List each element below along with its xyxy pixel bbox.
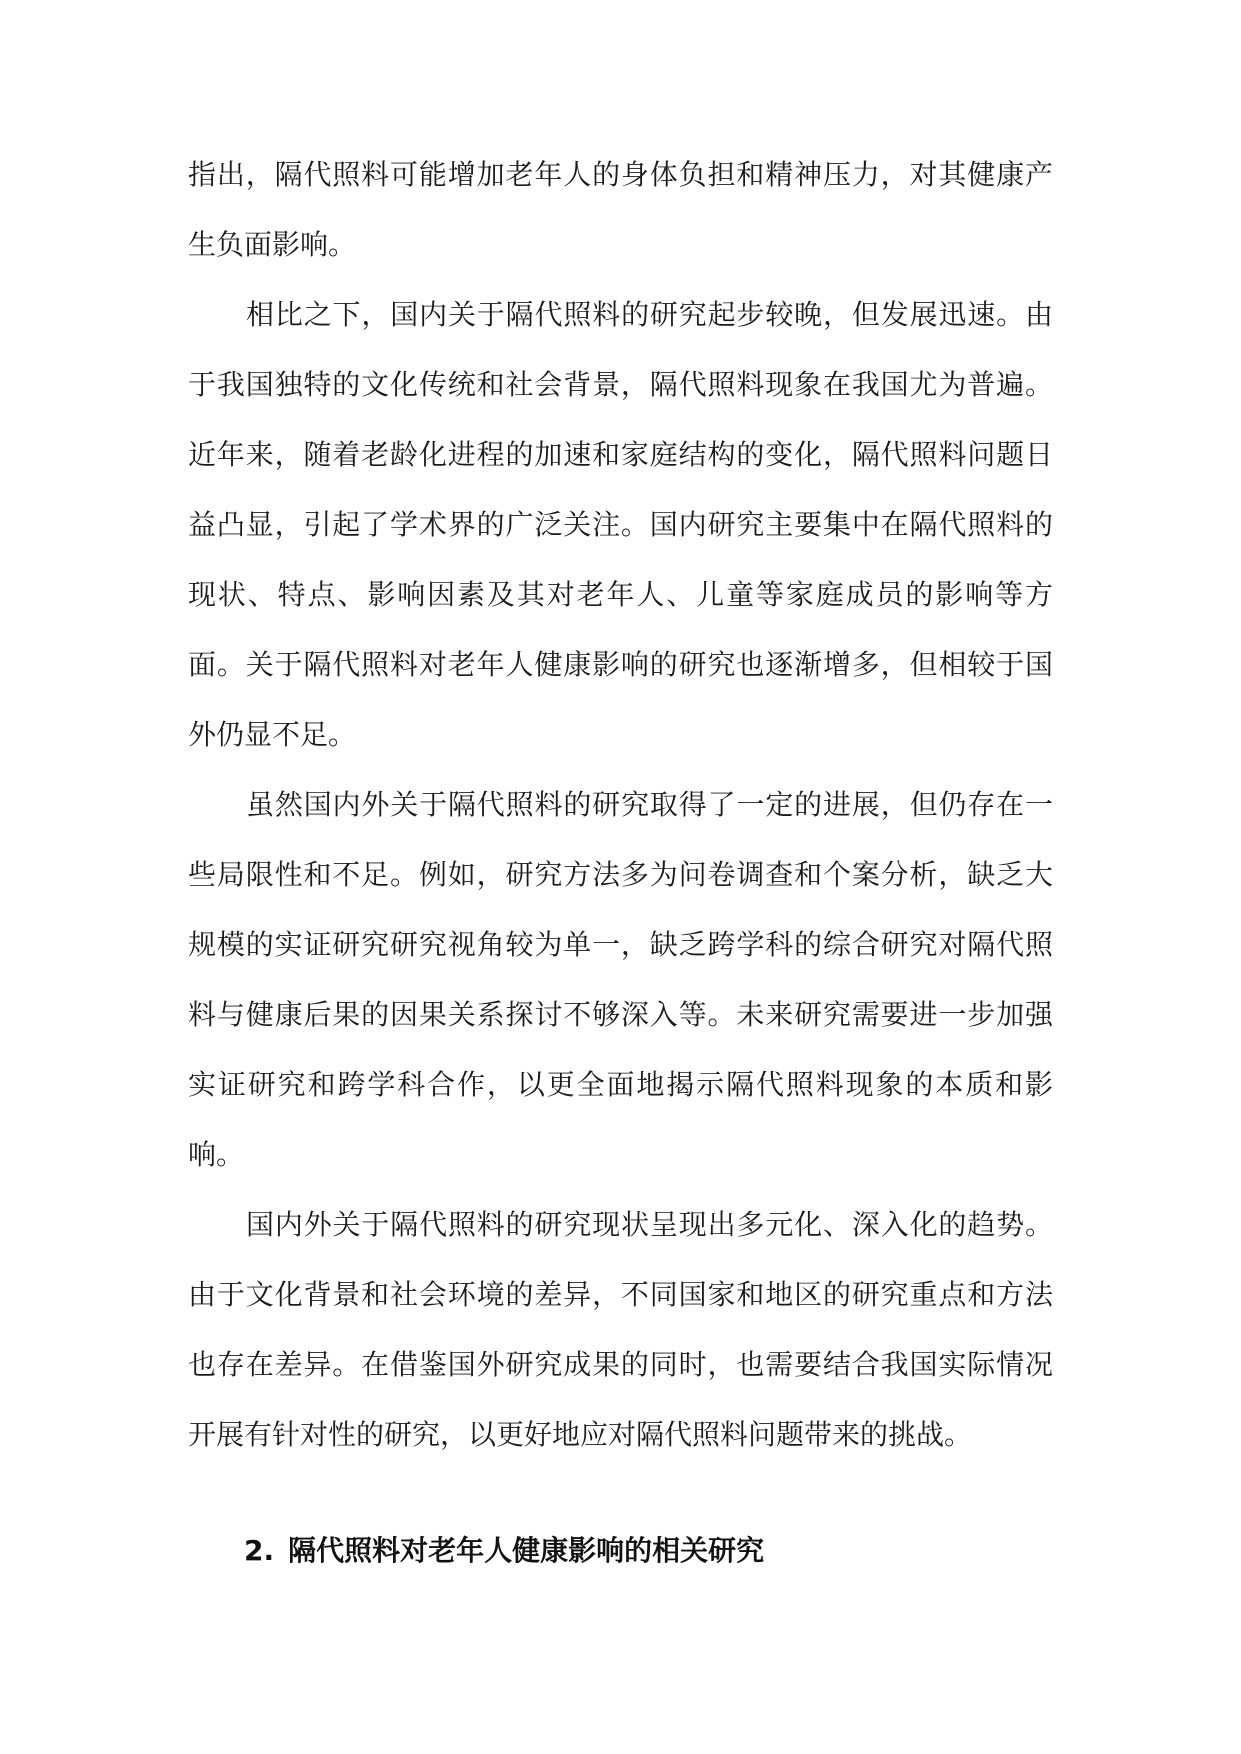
section-number: 2.: [244, 1534, 275, 1567]
body-text: [188, 140, 1053, 1586]
section-heading: [188, 1516, 1053, 1586]
paragraph-limitations: 虽然国内外关于隔代照料的研究取得了一定的进展，但仍存在一些局限性和不足。例如，研究方法多为问卷调查和个案分析，缺乏大规模的实证研究研究视角较为单一，缺乏跨学科的综合研究对隔代照料与健康后果的因果关系探讨不够深入等。未来研究需要进一步加强实证研究和跨学科合作，以更全面地揭示隔代照料现象的本质和影响。: [188, 788, 1053, 1171]
section-title: 隔代照料对老年人健康影响的相关研究: [288, 1534, 765, 1567]
paragraph-domestic-research: 相比之下，国内关于隔代照料的研究起步较晚，但发展迅速。由于我国独特的文化传统和社会背景，隔代照料现象在我国尤为普遍。近年来，随着老龄化进程的加速和家庭结构的变化，隔代照料问题日益凸显，引起了学术界的广泛关注。国内研究主要集中在隔代照料的现状、特点、影响因素及其对老年人、儿童等家庭成员的影响等方面。关于隔代照料对老年人健康影响的研究也逐渐增多，但相较于国外仍显不足。: [188, 298, 1053, 751]
paragraph-continuation: 指出，隔代照料可能增加老年人的身体负担和精神压力，对其健康产生负面影响。: [188, 158, 1053, 261]
paragraph-summary: 国内外关于隔代照料的研究现状呈现出多元化、深入化的趋势。由于文化背景和社会环境的差异，不同国家和地区的研究重点和方法也存在差异。在借鉴国外研究成果的同时，也需要结合我国实际情况开展有针对性的研究，以更好地应对隔代照料问题带来的挑战。: [188, 1208, 1053, 1451]
